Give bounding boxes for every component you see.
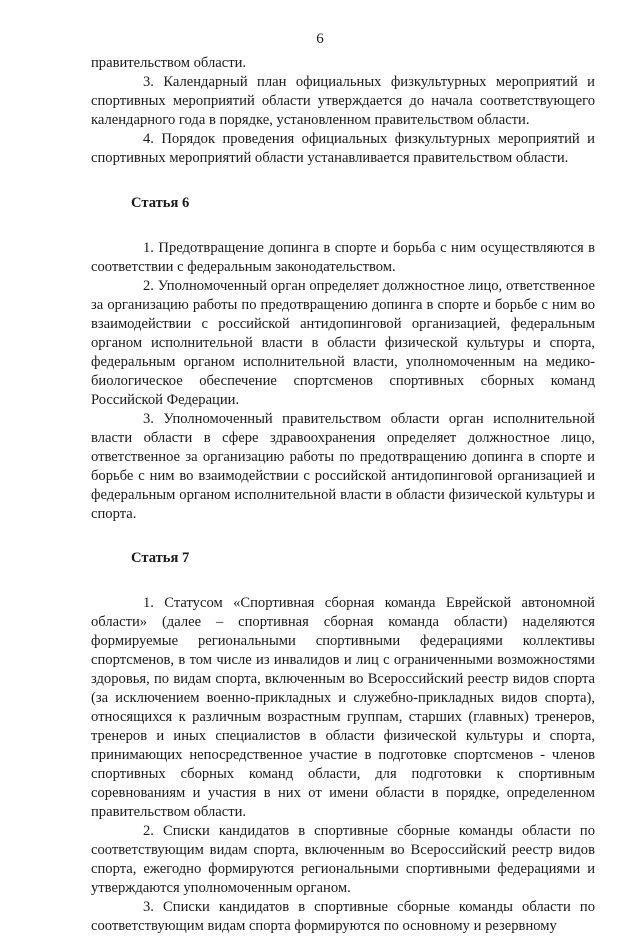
paragraph: 3. Списки кандидатов в спортивные сборные команды области по соответствующим видам спорта формируются по основному и резервному [91,899,595,934]
paragraph: 2. Уполномоченный орган определяет должностное лицо, ответственное за организацию работы по предотвращению допинга в спорте и борьбе с ним во взаимодействии с российской антидопинговой организацией, федеральным органом исполнительной власти в области физической культуры и спорта, федеральным органом исполнительной власти, уполномоченным на медико-биологическое обеспечение спортсменов спортивных сборных команд Российской Федерации. [91,278,595,408]
paragraph: 3. Календарный план официальных физкультурных мероприятий и спортивных мероприятий области утверждается до начала соответствующего календарного года в порядке, установленном правительством области. [91,74,595,128]
article-6-heading: Статья 6 [131,195,190,211]
paragraph: 2. Списки кандидатов в спортивные сборные команды области по соответствующим видам спорта, включенным во Всероссийский реестр видов спорта, ежегодно формируются региональными спортивными федерациями и утверждаются уполномоченным органом. [91,823,595,896]
paragraph: 1. Предотвращение допинга в спорте и борьба с ним осуществляются в соответствии с федеральным законодательством. [91,240,595,275]
document-body [91,54,595,936]
article-7-heading: Статья 7 [131,550,190,566]
page-number: 6 [316,31,324,47]
paragraph: 4. Порядок проведения официальных физкультурных мероприятий и спортивных мероприятий области устанавливается правительством области. [91,131,595,166]
paragraph-continuation: правительством области. [91,55,247,71]
paragraph: 1. Статусом «Спортивная сборная команда Еврейской автономной области» (далее – спортивная сборная команда области) наделяются формируемые региональными спортивными федерациями коллективы спортсменов, в том числе из инвалидов и лиц с ограниченными возможностями здоровья, по видам спорта, включенным во Всероссийский реестр видов спорта (за исключением военно-прикладных и служебно-прикладных видов спорта), относящихся к различным возрастным группам, старших (главных) тренеров, тренеров и иных специалистов в области физической культуры и спорта, принимающих непосредственное участие в подготовке спортсменов - членов спортивных сборных команд области, для подготовки к спортивным соревнованиям и участия в них от имени области в порядке, определенном правительством области. [91,595,595,820]
paragraph: 3. Уполномоченный правительством области орган исполнительной власти области в сфере здравоохранения определяет должностное лицо, ответственное за организацию работы по предотвращению допинга в спорте и борьбе с ним во взаимодействии с российской антидопинговой организацией и федеральным органом исполнительной власти в области физической культуры и спорта. [91,411,595,522]
